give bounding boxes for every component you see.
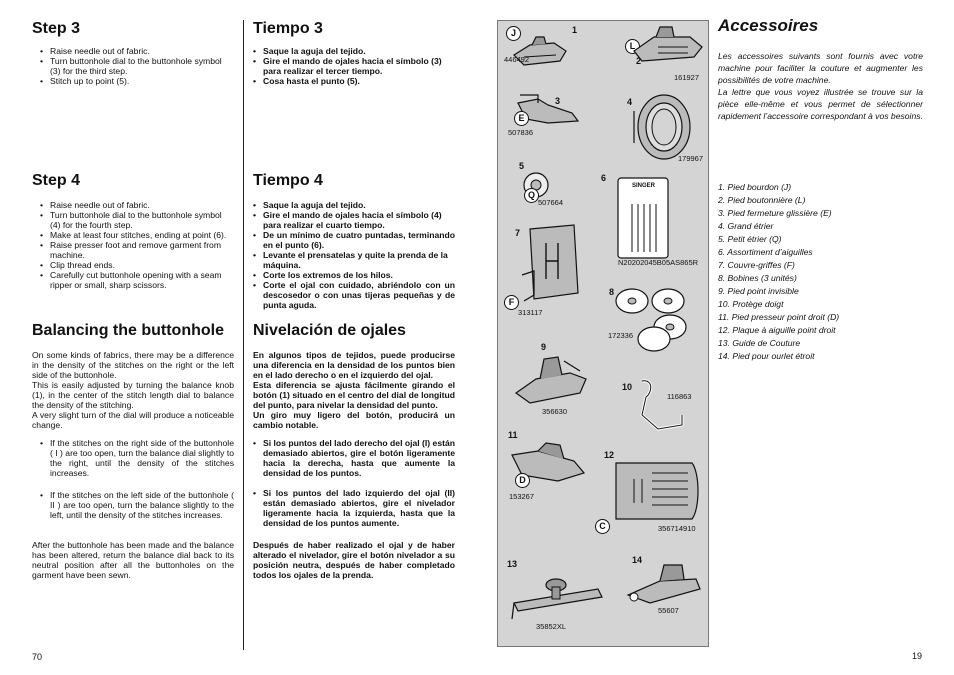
part-code: 55607 [658,606,679,615]
paragraph: This is easily adjusted by turning the balance knob (1), in the center of the stitch length dial to balance the density of the stitching. [32,380,234,410]
step4-section [32,172,234,290]
needle-plate-icon [608,459,702,525]
step4-title: Step 4 [32,172,81,189]
tiempo4-title: Tiempo 4 [253,172,323,189]
item-number: 14 [632,555,643,565]
nivelacion-list [253,488,455,528]
blind-hem-foot-icon [510,349,592,413]
paragraph: A very slight turn of the dial will produce a noticeable change. [32,410,234,430]
tiempo3-list [253,46,455,86]
list-item: 12. Plaque à aiguille point droit [718,325,836,335]
item-number: 7 [515,228,521,238]
item-number: 10 [622,382,633,392]
letter-badge: Q [524,188,539,203]
part-code: N20202045B05AS865R [618,258,699,267]
balancing-title: Balancing the buttonhole [32,322,224,339]
balancing-list [32,438,234,478]
list-item: • Cosa hasta el punto (5). [253,76,455,86]
tiempo3-section [253,20,455,86]
item-number: 12 [604,450,615,460]
step3-list [32,46,234,86]
column-divider-left [243,20,244,650]
paragraph: After the buttonhole has been made and the balance has been altered, return the balance dial back to its neutral position after all the buttonholes on the garment have been sewn. [32,540,234,580]
item-number: 3 [555,96,561,106]
list-item: • Carefully cut buttonhole opening with a seam ripper or small, sharp scissors. [40,270,234,290]
step4-list [32,200,234,290]
balancing-list [32,490,234,520]
list-item: 2. Pied boutonnière (L) [718,195,806,205]
paragraph: On some kinds of fabrics, there may be a difference in the density of the stitches on the right or the left side of the buttonhole. [32,350,234,380]
item-number: 4 [627,97,633,107]
large-hoop-icon [628,91,698,161]
part-code: 356630 [542,407,568,416]
part-code: 356714910 [658,524,696,533]
list-item: 13. Guide de Couture [718,338,801,348]
list-item: 4. Grand étrier [718,221,774,231]
part-code: 179967 [678,154,704,163]
nivelacion-section [253,322,455,580]
list-item: 11. Pied presseur point droit (D) [718,312,840,322]
letter-badge: L [625,39,640,54]
tiempo4-list [253,200,455,310]
list-item: • Corte el ojal con cuidado, abriéndolo con un descosedor o con unas tijeras pequeñas y de punta aguda. [253,280,455,310]
list-item: • Si los puntos del lado derecho del ojal (I) están demasiado abiertos, gire el botón ligeramente hacia la derecha, hasta que aumente la densidad de los puntos. [253,438,455,478]
list-item: 9. Pied point invisible [718,286,799,296]
part-code: 507664 [538,198,564,207]
step3-section [32,20,234,86]
item-number: 5 [519,161,525,171]
list-item: • Clip thread ends. [40,260,234,270]
paragraph: Esta diferencia se ajusta fácilmente girando el botón (1) situado en el centro del dial de longitud del punto, para nivelar la densidad del punto. [253,380,455,410]
part-code: 446492 [504,55,530,64]
list-item: 1. Pied bourdon (J) [718,182,792,192]
accessoires-section [718,16,923,122]
list-item: 10. Protège doigt [718,299,784,309]
item-number: 9 [541,342,547,352]
list-item: • Raise presser foot and remove garment from machine. [40,240,234,260]
item-number: 1 [572,25,578,35]
part-code: 161927 [674,73,700,82]
list-item: • Corte los extremos de los hilos. [253,270,455,280]
item-number: 6 [601,173,607,183]
paragraph: Después de haber realizado el ojal y de haber alterado el nivelador, gire el botón nivelador a su posición neutra, después de haber completado todos los ojales de la prenda. [253,540,455,580]
list-item: • Raise needle out of fabric. [40,46,234,56]
paragraph: En algunos tipos de tejidos, puede producirse una diferencia en la densidad de los puntos bien en el lado derecho o en el izquierdo del ojal. [253,350,455,380]
list-item: • Levante el prensatelas y quite la prenda de la máquina. [253,250,455,270]
part-code: 35852XL [536,622,567,631]
page-number-right: 19 [912,651,923,661]
paragraph: Un giro muy ligero del botón, producirá un cambio notable. [253,410,455,430]
item-number: 2 [636,56,642,66]
step3-title: Step 3 [32,20,81,37]
tiempo4-section [253,172,455,310]
letter-badge: C [595,519,610,534]
part-code: 153267 [509,492,535,501]
letter-badge: J [506,26,521,41]
accessoires-title: Accessoires [718,16,819,35]
list-item: • Turn buttonhole dial to the buttonhole symbol (3) for the third step. [40,56,234,76]
page-number-left: 70 [32,652,43,662]
finger-guard-icon [632,375,692,441]
list-item: • Gire el mando de ojales hacia el símbolo (3) para realizar el tercer tiempo. [253,56,455,76]
list-item: 8. Bobines (3 unités) [718,273,797,283]
tiempo3-title: Tiempo 3 [253,20,323,37]
letter-badge: D [515,473,530,488]
letter-badge: E [514,111,529,126]
rolled-hem-foot-icon [620,559,706,611]
seam-guide-icon [508,559,608,623]
list-item: 14. Pied pour ourlet étroit [718,351,815,361]
list-item: • Si los puntos del lado izquierdo del ojal (II) están demasiado abiertos, gire el nivelador ligeramente hacia la izquierda, hasta que la densidad de los puntos aumente. [253,488,455,528]
item-number: 11 [508,430,518,440]
darning-plate-icon [512,219,582,315]
list-item: • De un mínimo de cuatro puntadas, terminando en el punto (6). [253,230,455,250]
nivelacion-title: Nivelación de ojales [253,322,406,339]
nivelacion-list [253,438,455,478]
list-item: • If the stitches on the left side of the buttonhole ( II ) are too open, turn the balance slightly to the left, until the density of the stitches increases. [40,490,234,520]
part-code: 116863 [667,392,692,401]
part-code: 313117 [518,308,543,317]
accessories-list [718,181,923,363]
part-code: 172336 [608,331,634,340]
part-code: 507836 [508,128,534,137]
list-item: 6. Assortiment d’aiguilles [718,247,813,257]
item-number: 8 [609,287,615,297]
accessories-illustration-panel [497,20,709,647]
list-item: • Saque la aguja del tejido. [253,200,455,210]
list-item: • Gire el mando de ojales hacia el símbolo (4) para realizar el cuarto tiempo. [253,210,455,230]
bobbins-icon [608,283,702,355]
list-item: • Saque la aguja del tejido. [253,46,455,56]
item-number: 13 [507,559,518,569]
list-item: 5. Petit étrier (Q) [718,234,782,244]
list-item: 7. Couvre-griffes (F) [718,260,795,270]
list-item: • Raise needle out of fabric. [40,200,234,210]
list-item: • Turn buttonhole dial to the buttonhole symbol (4) for the fourth step. [40,210,234,230]
list-item: • Stitch up to point (5). [40,76,234,86]
list-item: • Make at least four stitches, ending at point (6). [40,230,234,240]
list-item: • If the stitches on the right side of the buttonhole ( I ) are too open, turn the balance dial slightly to the right, until the density of the stitches increases. [40,438,234,478]
paragraph: Les accessoires suivants sont fournis avec votre machine pour faciliter la couture et augmenter les possibilités de votre machine. [718,51,923,85]
needle-brand: SINGER [632,183,656,189]
list-item: 3. Pied fermeture glissière (E) [718,208,832,218]
balancing-section [32,322,234,580]
letter-badge: F [504,295,519,310]
paragraph: La lettre que vous voyez illustrée se trouve sur la pièce elle-même et vous permet de sélectionner rapidement l’accessoire correspondant à vos besoins. [718,87,923,121]
